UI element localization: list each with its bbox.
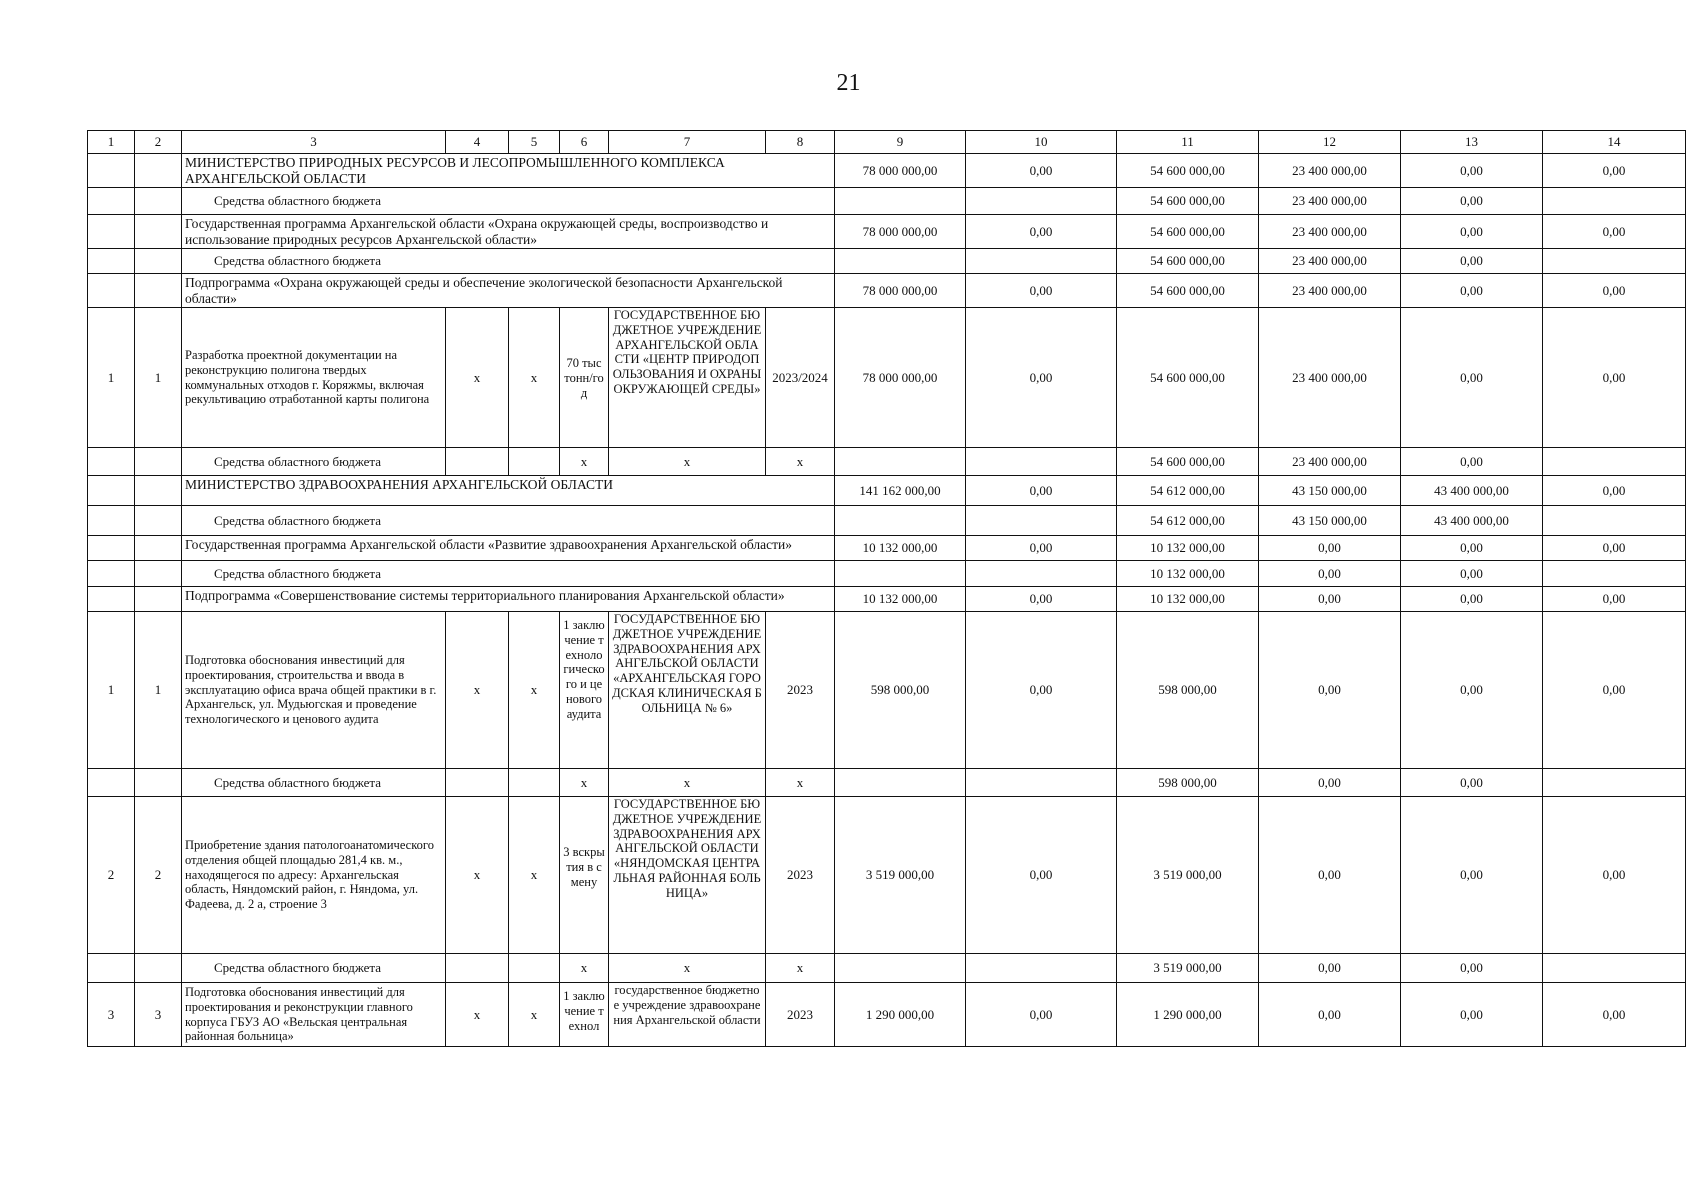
cell-col13: 0,00 (1401, 188, 1543, 215)
cell-total: 598 000,00 (835, 612, 966, 769)
empty-cell (88, 448, 135, 476)
cell-col14: 0,00 (1543, 797, 1686, 954)
cell-col10: 0,00 (966, 274, 1117, 308)
cell-col10: 0,00 (966, 587, 1117, 612)
project-name: Разработка проектной документации на реконструкцию полигона твердых коммунальных отходов г. Коряжмы, включая рекультивацию отработанной карты полигона (182, 308, 446, 448)
empty-cell (835, 769, 966, 797)
cell-col12: 43 150 000,00 (1259, 506, 1401, 536)
empty-cell (1543, 506, 1686, 536)
empty-cell (446, 769, 509, 797)
cell-col11: 54 612 000,00 (1117, 506, 1259, 536)
funding-source-label: Средства областного бюджета (182, 188, 835, 215)
section-title: Государственная программа Архангельской области «Охрана окружающей среды, воспроизводство и использование природных ресурсов Архангельской области» (182, 215, 835, 249)
column-header: 8 (766, 131, 835, 154)
project-name: Подготовка обоснования инвестиций для проектирования, строительства и ввода в эксплуатацию офиса врача общей практики в г. Архангельск, ул. Мудьюгская и проведение технологического и ценового аудита (182, 612, 446, 769)
cell-col13: 0,00 (1401, 954, 1543, 983)
funding-source-label: Средства областного бюджета (182, 249, 835, 274)
cell-col11: 10 132 000,00 (1117, 587, 1259, 612)
cell-col10: 0,00 (966, 476, 1117, 506)
cell-col12: 23 400 000,00 (1259, 188, 1401, 215)
empty-cell (135, 506, 182, 536)
period: 2023/2024 (766, 308, 835, 448)
empty-cell (835, 954, 966, 983)
cell-col13: 0,00 (1401, 797, 1543, 954)
table-row (88, 536, 1686, 561)
table-row (88, 215, 1686, 249)
cell-col14: 0,00 (1543, 476, 1686, 506)
empty-cell (135, 561, 182, 587)
cell-col11: 54 600 000,00 (1117, 448, 1259, 476)
funding-source-label: Средства областного бюджета (182, 448, 446, 476)
section-title: Подпрограмма «Охрана окружающей среды и обеспечение экологической безопасности Архангельской области» (182, 274, 835, 308)
table-row (88, 983, 1686, 1047)
cell-col11: 54 600 000,00 (1117, 215, 1259, 249)
empty-cell (88, 154, 135, 188)
empty-cell (835, 561, 966, 587)
cell-col13: 0,00 (1401, 769, 1543, 797)
cell-total: 3 519 000,00 (835, 797, 966, 954)
cell-col5: х (509, 308, 560, 448)
cell-col12: 0,00 (1259, 954, 1401, 983)
empty-cell (135, 769, 182, 797)
cell-col12: 0,00 (1259, 612, 1401, 769)
item-number: 1 (135, 308, 182, 448)
cell-total: 78 000 000,00 (835, 308, 966, 448)
capacity: 1 заключение технологического и ценового аудита (560, 612, 609, 769)
empty-cell (135, 448, 182, 476)
cell-col11: 3 519 000,00 (1117, 954, 1259, 983)
cell-total: 141 162 000,00 (835, 476, 966, 506)
cell-col13: 43 400 000,00 (1401, 506, 1543, 536)
cell-col14: 0,00 (1543, 587, 1686, 612)
cell-col5: х (509, 612, 560, 769)
cell-col12: 23 400 000,00 (1259, 308, 1401, 448)
section-title: МИНИСТЕРСТВО ЗДРАВООХРАНЕНИЯ АРХАНГЕЛЬСКОЙ ОБЛАСТИ (182, 476, 835, 506)
cell-col12: 23 400 000,00 (1259, 249, 1401, 274)
column-header: 6 (560, 131, 609, 154)
table-row (88, 506, 1686, 536)
cell-col12: 0,00 (1259, 983, 1401, 1047)
cell-col13: 0,00 (1401, 587, 1543, 612)
empty-cell (509, 954, 560, 983)
row-number: 3 (88, 983, 135, 1047)
cell-col12: 0,00 (1259, 561, 1401, 587)
table-row (88, 769, 1686, 797)
cell-col11: 598 000,00 (1117, 769, 1259, 797)
cell-col14: 0,00 (1543, 154, 1686, 188)
empty-cell (966, 448, 1117, 476)
column-header: 10 (966, 131, 1117, 154)
cell-col6: х (560, 769, 609, 797)
row-number: 1 (88, 612, 135, 769)
cell-col12: 43 150 000,00 (1259, 476, 1401, 506)
section-title: Государственная программа Архангельской области «Развитие здравоохранения Архангельской области» (182, 536, 835, 561)
section-title: МИНИСТЕРСТВО ПРИРОДНЫХ РЕСУРСОВ И ЛЕСОПРОМЫШЛЕННОГО КОМПЛЕКСА АРХАНГЕЛЬСКОЙ ОБЛАСТИ (182, 154, 835, 188)
empty-cell (135, 274, 182, 308)
funding-source-label: Средства областного бюджета (182, 954, 446, 983)
cell-col10: 0,00 (966, 612, 1117, 769)
cell-col10: 0,00 (966, 536, 1117, 561)
capacity: 70 тыс тонн/год (560, 308, 609, 448)
empty-cell (88, 274, 135, 308)
empty-cell (135, 249, 182, 274)
cell-col5: х (509, 983, 560, 1047)
empty-cell (966, 506, 1117, 536)
cell-col11: 1 290 000,00 (1117, 983, 1259, 1047)
column-header: 7 (609, 131, 766, 154)
empty-cell (88, 769, 135, 797)
empty-cell (1543, 448, 1686, 476)
column-header: 3 (182, 131, 446, 154)
cell-col11: 54 612 000,00 (1117, 476, 1259, 506)
cell-col12: 23 400 000,00 (1259, 448, 1401, 476)
empty-cell (835, 249, 966, 274)
empty-cell (135, 215, 182, 249)
cell-col13: 0,00 (1401, 274, 1543, 308)
column-header: 13 (1401, 131, 1543, 154)
customer-organization: ГОСУДАРСТВЕННОЕ БЮДЖЕТНОЕ УЧРЕЖДЕНИЕ ЗДРАВООХРАНЕНИЯ АРХАНГЕЛЬСКОЙ ОБЛАСТИ «АРХАНГЕЛЬСКАЯ ГОРОДСКАЯ КЛИНИЧЕСКАЯ БОЛЬНИЦА № 6» (609, 612, 766, 769)
cell-col7: х (609, 954, 766, 983)
funding-source-label: Средства областного бюджета (182, 561, 835, 587)
cell-col10: 0,00 (966, 797, 1117, 954)
cell-col12: 0,00 (1259, 587, 1401, 612)
project-name: Подготовка обоснования инвестиций для проектирования и реконструкции главного корпуса ГБУЗ АО «Вельская центральная районная больница» (182, 983, 446, 1047)
cell-col14: 0,00 (1543, 983, 1686, 1047)
column-header: 9 (835, 131, 966, 154)
page-number: 21 (836, 70, 861, 96)
cell-col12: 23 400 000,00 (1259, 215, 1401, 249)
table-row (88, 561, 1686, 587)
cell-col14: 0,00 (1543, 215, 1686, 249)
table-row (88, 249, 1686, 274)
row-number: 1 (88, 308, 135, 448)
cell-col8: х (766, 769, 835, 797)
cell-col12: 23 400 000,00 (1259, 274, 1401, 308)
column-header: 11 (1117, 131, 1259, 154)
empty-cell (966, 561, 1117, 587)
empty-cell (88, 536, 135, 561)
empty-cell (88, 249, 135, 274)
cell-col11: 598 000,00 (1117, 612, 1259, 769)
cell-col8: х (766, 954, 835, 983)
item-number: 3 (135, 983, 182, 1047)
table-row (88, 188, 1686, 215)
table-row (88, 308, 1686, 448)
table-row (88, 274, 1686, 308)
customer-organization: государственное бюджетное учреждение здравоохранения Архангельской области (609, 983, 766, 1047)
column-header: 12 (1259, 131, 1401, 154)
cell-col8: х (766, 448, 835, 476)
cell-col13: 0,00 (1401, 983, 1543, 1047)
empty-cell (966, 769, 1117, 797)
empty-cell (135, 476, 182, 506)
cell-col4: х (446, 308, 509, 448)
cell-total: 10 132 000,00 (835, 587, 966, 612)
capacity: 1 заключение технол (560, 983, 609, 1047)
cell-col6: х (560, 448, 609, 476)
section-title: Подпрограмма «Совершенствование системы территориального планирования Архангельской области» (182, 587, 835, 612)
empty-cell (135, 587, 182, 612)
cell-col4: х (446, 797, 509, 954)
item-number: 2 (135, 797, 182, 954)
empty-cell (1543, 188, 1686, 215)
cell-col12: 23 400 000,00 (1259, 154, 1401, 188)
empty-cell (88, 954, 135, 983)
table-row (88, 954, 1686, 983)
cell-col5: х (509, 797, 560, 954)
cell-col11: 54 600 000,00 (1117, 154, 1259, 188)
cell-total: 78 000 000,00 (835, 274, 966, 308)
empty-cell (88, 587, 135, 612)
cell-col13: 0,00 (1401, 612, 1543, 769)
empty-cell (446, 448, 509, 476)
column-header: 4 (446, 131, 509, 154)
empty-cell (88, 476, 135, 506)
cell-col13: 0,00 (1401, 561, 1543, 587)
cell-col11: 10 132 000,00 (1117, 561, 1259, 587)
cell-total: 78 000 000,00 (835, 154, 966, 188)
empty-cell (835, 506, 966, 536)
cell-col13: 0,00 (1401, 308, 1543, 448)
cell-col14: 0,00 (1543, 536, 1686, 561)
investment-table (87, 130, 1686, 1047)
funding-source-label: Средства областного бюджета (182, 506, 835, 536)
customer-organization: ГОСУДАРСТВЕННОЕ БЮДЖЕТНОЕ УЧРЕЖДЕНИЕ АРХАНГЕЛЬСКОЙ ОБЛАСТИ «ЦЕНТР ПРИРОДОПОЛЬЗОВАНИЯ И ОХРАНЫ ОКРУЖАЮЩЕЙ СРЕДЫ» (609, 308, 766, 448)
period: 2023 (766, 612, 835, 769)
cell-col13: 0,00 (1401, 249, 1543, 274)
cell-col11: 54 600 000,00 (1117, 249, 1259, 274)
cell-col12: 0,00 (1259, 797, 1401, 954)
table-row (88, 612, 1686, 769)
cell-col4: х (446, 983, 509, 1047)
empty-cell (966, 188, 1117, 215)
empty-cell (1543, 769, 1686, 797)
project-name: Приобретение здания патологоанатомического отделения общей площадью 281,4 кв. м., находящегося по адресу: Архангельская область, Няндомский район, г. Няндома, ул. Фадеева, д. 2 а, строение 3 (182, 797, 446, 954)
cell-col10: 0,00 (966, 154, 1117, 188)
item-number: 1 (135, 612, 182, 769)
cell-col14: 0,00 (1543, 274, 1686, 308)
cell-col13: 0,00 (1401, 154, 1543, 188)
empty-cell (135, 536, 182, 561)
row-number: 2 (88, 797, 135, 954)
table-row (88, 587, 1686, 612)
cell-col7: х (609, 448, 766, 476)
empty-cell (135, 154, 182, 188)
empty-cell (135, 954, 182, 983)
cell-col6: х (560, 954, 609, 983)
cell-col14: 0,00 (1543, 308, 1686, 448)
cell-col13: 0,00 (1401, 215, 1543, 249)
cell-col13: 43 400 000,00 (1401, 476, 1543, 506)
funding-source-label: Средства областного бюджета (182, 769, 446, 797)
cell-total: 1 290 000,00 (835, 983, 966, 1047)
column-header: 5 (509, 131, 560, 154)
empty-cell (88, 561, 135, 587)
cell-col4: х (446, 612, 509, 769)
empty-cell (966, 249, 1117, 274)
empty-cell (835, 188, 966, 215)
period: 2023 (766, 797, 835, 954)
cell-col7: х (609, 769, 766, 797)
cell-col11: 54 600 000,00 (1117, 274, 1259, 308)
empty-cell (1543, 561, 1686, 587)
table-row (88, 154, 1686, 188)
empty-cell (88, 215, 135, 249)
table-row (88, 797, 1686, 954)
cell-col11: 3 519 000,00 (1117, 797, 1259, 954)
cell-col11: 10 132 000,00 (1117, 536, 1259, 561)
column-header: 14 (1543, 131, 1686, 154)
table-row (88, 448, 1686, 476)
empty-cell (1543, 954, 1686, 983)
cell-total: 78 000 000,00 (835, 215, 966, 249)
empty-cell (835, 448, 966, 476)
empty-cell (88, 188, 135, 215)
empty-cell (509, 769, 560, 797)
column-header: 2 (135, 131, 182, 154)
cell-col14: 0,00 (1543, 612, 1686, 769)
capacity: 3 вскрытия в смену (560, 797, 609, 954)
cell-col11: 54 600 000,00 (1117, 188, 1259, 215)
empty-cell (88, 506, 135, 536)
cell-col10: 0,00 (966, 983, 1117, 1047)
cell-total: 10 132 000,00 (835, 536, 966, 561)
cell-col12: 0,00 (1259, 536, 1401, 561)
cell-col10: 0,00 (966, 215, 1117, 249)
empty-cell (509, 448, 560, 476)
empty-cell (1543, 249, 1686, 274)
period: 2023 (766, 983, 835, 1047)
cell-col10: 0,00 (966, 308, 1117, 448)
empty-cell (446, 954, 509, 983)
customer-organization: ГОСУДАРСТВЕННОЕ БЮДЖЕТНОЕ УЧРЕЖДЕНИЕ ЗДРАВООХРАНЕНИЯ АРХАНГЕЛЬСКОЙ ОБЛАСТИ «НЯНДОМСКАЯ ЦЕНТРАЛЬНАЯ РАЙОННАЯ БОЛЬНИЦА» (609, 797, 766, 954)
cell-col11: 54 600 000,00 (1117, 308, 1259, 448)
cell-col13: 0,00 (1401, 536, 1543, 561)
table-row (88, 476, 1686, 506)
empty-cell (966, 954, 1117, 983)
cell-col13: 0,00 (1401, 448, 1543, 476)
empty-cell (135, 188, 182, 215)
column-header: 1 (88, 131, 135, 154)
column-number-row (88, 131, 1686, 154)
cell-col12: 0,00 (1259, 769, 1401, 797)
